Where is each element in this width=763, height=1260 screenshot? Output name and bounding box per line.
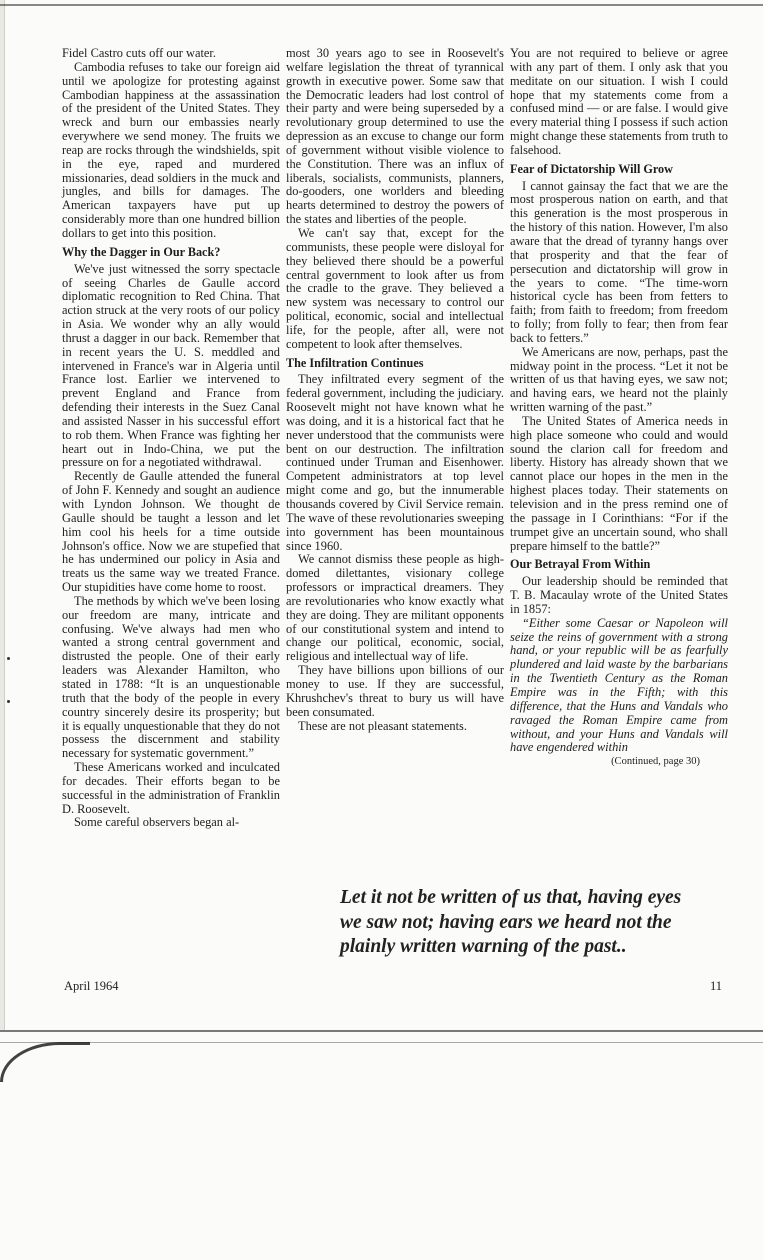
issue-date: April 1964: [64, 979, 119, 993]
paragraph: Our leadership should be reminded that T. B. Macaulay wrote of the United States in 1857:: [510, 574, 728, 616]
block-quote: “Either some Caesar or Napoleon will seize the reins of government with a strong hand, or your republic will be as fearfully plundered and laid waste by the barbarians in the Twentieth Century as the Roman Empire was in the Fifth; with this difference, that the Huns and Vandals who ravaged the Roman Empire came from without, and your Huns and Vandals will have engendered within: [510, 615, 728, 755]
paragraph: We cannot dismiss these people as high-domed dilettantes, visionary college professors or impractical dreamers. They are revolutionaries who know exactly what they are doing. They are militant opponents of our constitutional system and intend to change our political, economic, social, religious and intellectual way of life.: [286, 552, 504, 664]
scan-bottom-rule-thin: [0, 1042, 763, 1043]
continued-note: (Continued, page 30): [611, 756, 700, 768]
section-heading: Our Betrayal From Within: [510, 557, 651, 572]
section-heading: Fear of Dictatorship Will Grow: [510, 161, 673, 176]
paragraph: Recently de Gaulle attended the funeral of John F. Kennedy and sought an audience with Lyndon Johnson. We thought de Gaulle should be taught a lesson and let him cool his heels for a time outside Johnson's office. Now we are stupefied that he has undermined our policy in Asia and treats us the same way we treated France. Our stupidities have come home to roost.: [62, 469, 280, 595]
page-number: 11: [710, 979, 723, 993]
paragraph: The United States of America needs in high place someone who could and would sound the clarion call for freedom and liberty. History has already shown that we cannot place our hopes in the men in the highest places today. Their statements on television and in the press remind one of the passage in I Corinthians: “For if the trumpet give an uncertain sound, who shall prepare himself to the battle?”: [510, 413, 728, 553]
article-column-2: [286, 47, 504, 733]
page-curl-shadow: [0, 1042, 90, 1082]
paragraph: We've just witnessed the sorry spectacle of seeing Charles de Gaulle accord diplomatic recognition to Red China. That action struck at the very roots of our policy in Asia. We wonder why an ally would thrust a dagger in our back. Remember that in recent years the U. S. meddled and intervened in France's war in Algeria until France lost. Earlier we intervened to prevent England and France from defending their interests in the Suez Canal and assisted Nasser in his successful effort to rob them. When France was fighting her heart out in Indo-China, we put the pressure on for a negotiated withdrawal.: [62, 261, 280, 470]
scan-left-edge: [0, 0, 5, 1030]
paragraph: Some careful observers began al-: [74, 815, 240, 830]
scan-bottom-rule: [0, 1030, 763, 1032]
article-column-1: [62, 47, 280, 830]
scan-speck: [7, 657, 10, 660]
paragraph: We Americans are now, perhaps, past the midway point in the process. “Let it not be written of us that having eyes, we saw not; and having ears, we heard not the plainly written warning of the past.”: [510, 344, 728, 415]
scan-speck: [7, 700, 10, 703]
paragraph: They have billions upon billions of our money to use. If they are successful, Khrushchev's threat to bury us will have been consumated.: [286, 663, 504, 719]
section-heading: Why the Dagger in Our Back?: [62, 244, 221, 259]
paragraph: We can't say that, except for the communists, these people were disloyal for they believed there should be a powerful central government to look after us from the cradle to the grave. They believed a new system was necessary to control our political, economic, social and intellectual life, for the people, after all, were not competent to look after themselves.: [286, 225, 504, 351]
scan-top-rule: [0, 4, 763, 6]
article-column-3: [510, 47, 728, 769]
paragraph: These Americans worked and inculcated for decades. Their efforts began to be successful in the administration of Franklin D. Roosevelt.: [62, 760, 280, 816]
paragraph: most 30 years ago to see in Roosevelt's welfare legislation the threat of tyrannical growth in executive power. Some saw that the Democratic leaders had lost control of their party and were being superseded by a revolutionary group determined to use the depression as an excuse to change our form of government without visible violence to the Constitution. There was an influx of liberals, socialists, communists, planners, do-gooders, one worlders and bleeding hearts determined to destroy the powers of the states and liberties of the people.: [286, 46, 504, 227]
paragraph: They infiltrated every segment of the federal government, including the judiciary. Roosevelt might not have known what he was doing, and it is a historical fact that he never understood that the communists were bent on our destruction. The infiltration continued under Truman and Eisenhower. Competent administrators at top level might come and go, but the innumerable thousands covered by Civil Service remain. The wave of these revolutionaries sweeping into government has been mountainous since 1960.: [286, 372, 504, 553]
pull-quote: Let it not be written of us that, having eyes we saw not; having ears we heard not the plainly written warning of the past..: [340, 887, 682, 957]
paragraph: I cannot gainsay the fact that we are the most prosperous nation on earth, and that this generation is the most prosperous in the history of this nation. However, I'm also aware that the dread of tyranny hangs over that prosperity and that the fear of persecution and dictatorship will grow in the years to come. “The time-worn historical cycle has been from fetters to faith; from faith to freedom; from freedom to folly; from folly to fear; then from fear back to fetters.”: [510, 178, 728, 345]
paragraph: Cambodia refuses to take our foreign aid until we apologize for protesting against Cambodian happiness at the assassination of the president of the United States. They wreck and burn our embassies nearly everywhere we send money. The fruits we reap are rocks through the windshields, spit in the eye, raped and murdered missionaries, dead soldiers in the muck and jungles, and bills for damages. The American taxpayers have put up considerably more than one hundred billion dollars to get into this position.: [62, 59, 280, 240]
paragraph: You are not required to believe or agree with any part of them. I only ask that you meditate on our situation. I wish I could hope that my statements come from a confused mind — or are false. I would give every material thing I possess if such action might change these statements from truth to falsehood.: [510, 46, 728, 157]
section-heading: The Infiltration Continues: [286, 355, 424, 370]
paragraph: These are not pleasant statements.: [298, 718, 467, 733]
paragraph: Fidel Castro cuts off our water.: [62, 46, 216, 60]
paragraph: The methods by which we've been losing our freedom are many, intricate and confusing. We've always had men who wanted a strong central government and distrusted the people. One of their early leaders was Alexander Hamilton, who stated in 1788: “It is an unquestionable truth that the body of the people in every country sincerely desire its prosperity; but it is equally unquestionable that they do not possess the discernment and stability necessary for systematic government.”: [62, 593, 280, 761]
